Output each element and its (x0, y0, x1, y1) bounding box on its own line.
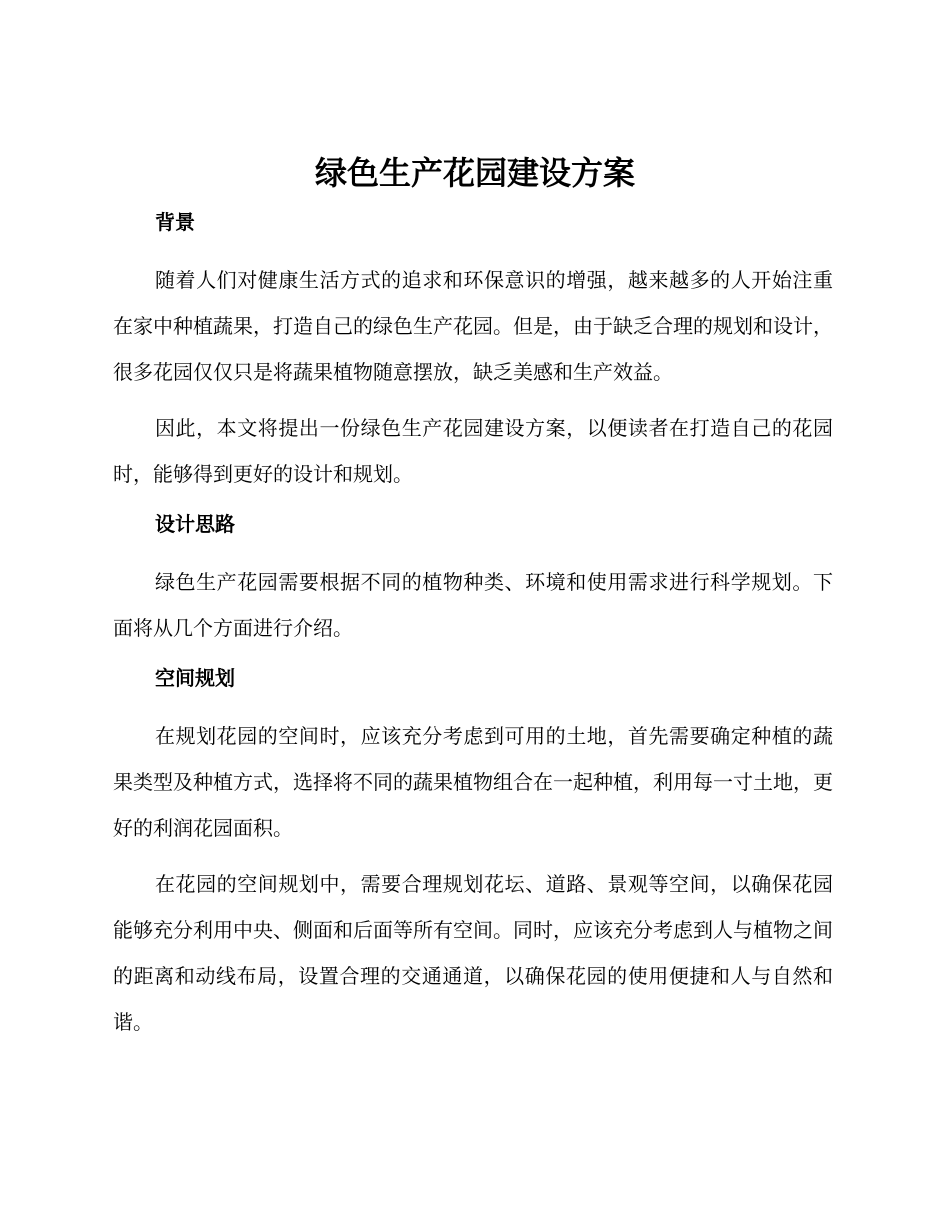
section-heading: 设计思路 (155, 512, 235, 536)
section-heading: 空间规划 (155, 666, 235, 690)
section-background (113, 205, 833, 507)
document-title: 绿色生产花园建设方案 (314, 154, 635, 192)
section-heading: 背景 (155, 210, 195, 234)
paragraph: 在花园的空间规划中，需要合理规划花坛、道路、景观等空间，以确保花园能够充分利用中央、侧面和后面等所有空间。同时，应该充分考虑到人与植物之间的距离和动线布局，设置合理的交通通道，以确保花园的使用便捷和人与自然和谐。 (113, 872, 833, 1034)
paragraph: 因此，本文将提出一份绿色生产花园建设方案，以便读者在打造自己的花园时，能够得到更好的设计和规划。 (113, 416, 833, 486)
paragraph: 在规划花园的空间时，应该充分考虑到可用的土地，首先需要确定种植的蔬果类型及种植方式，选择将不同的蔬果植物组合在一起种植，利用每一寸土地，更好的利润花园面积。 (113, 724, 833, 840)
paragraph: 绿色生产花园需要根据不同的植物种类、环境和使用需求进行科学规划。下面将从几个方面进行介绍。 (113, 570, 833, 640)
document-body (113, 205, 833, 1045)
paragraph: 随着人们对健康生活方式的追求和环保意识的增强，越来越多的人开始注重在家中种植蔬果，打造自己的绿色生产花园。但是，由于缺乏合理的规划和设计，很多花园仅仅只是将蔬果植物随意摆放，缺乏美感和生产效益。 (113, 268, 833, 384)
section-space-planning (113, 661, 833, 1045)
section-design-approach (113, 507, 833, 661)
